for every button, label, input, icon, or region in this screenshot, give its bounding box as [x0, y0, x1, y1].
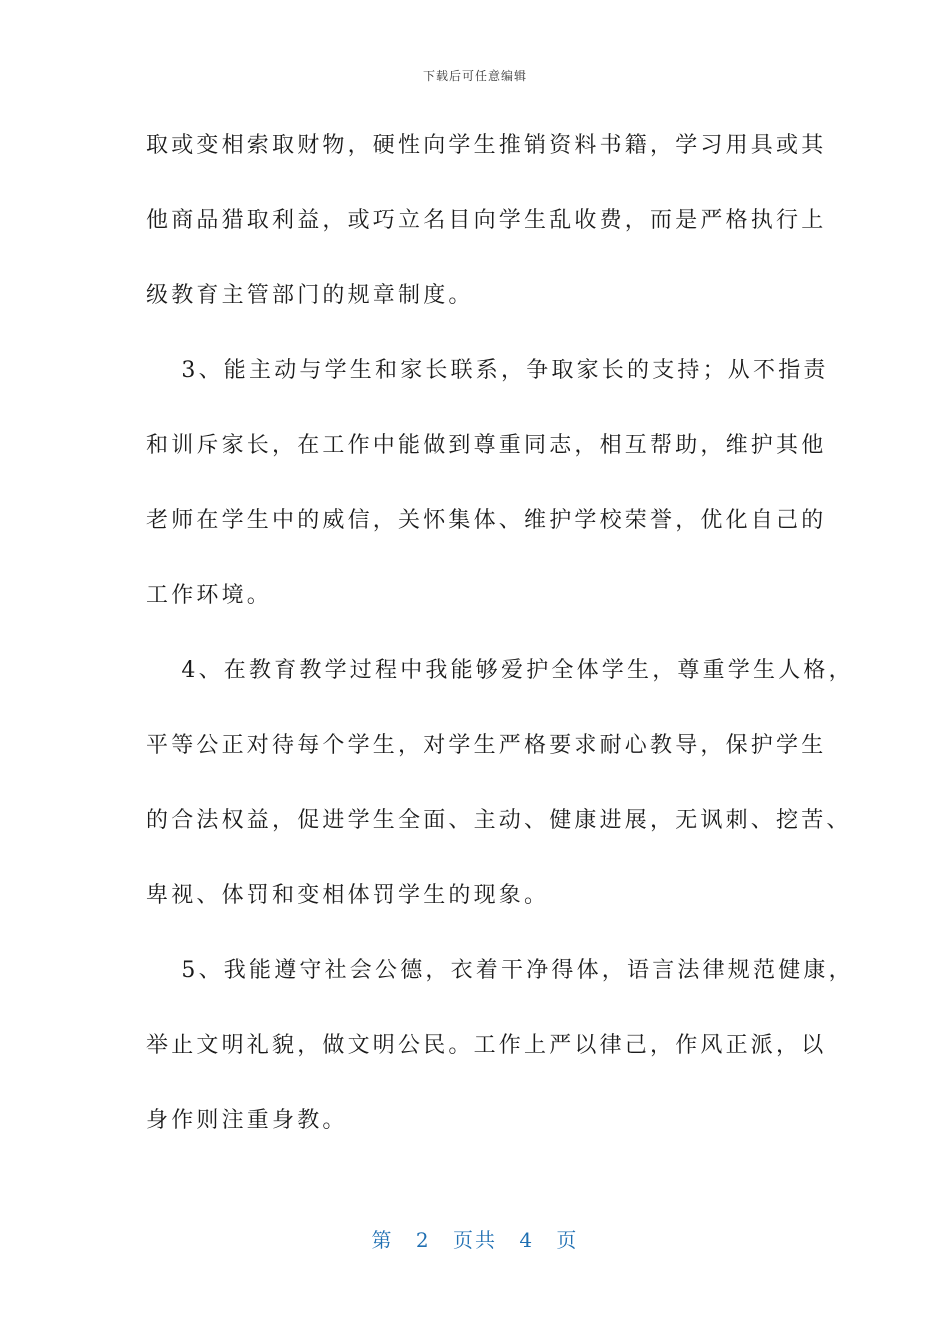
text-line: 的合法权益，促进学生全面、主动、健康进展，无讽刺、挖苦、	[146, 808, 852, 833]
document-body	[146, 120, 854, 1170]
text-line: 4、在教育教学过程中我能够爱护全体学生，尊重学生人格，	[146, 658, 854, 683]
text-line: 老师在学生中的威信，关怀集体、维护学校荣誉，优化自己的	[146, 508, 827, 533]
text-line: 身作则注重身教。	[146, 1108, 348, 1133]
text-line: 3、能主动与学生和家长联系，争取家长的支持；从不指责	[146, 358, 829, 383]
text-line: 平等公正对待每个学生，对学生严格要求耐心教导，保护学生	[146, 733, 827, 758]
text-line: 和训斥家长，在工作中能做到尊重同志，相互帮助，维护其他	[146, 433, 827, 458]
text-line: 级教育主管部门的规章制度。	[146, 283, 474, 308]
text-line: 取或变相索取财物，硬性向学生推销资料书籍，学习用具或其	[146, 133, 827, 158]
page-header: 下载后可任意编辑	[422, 69, 527, 83]
text-line: 5、我能遵守社会公德，衣着干净得体，语言法律规范健康，	[146, 958, 854, 983]
text-line: 工作环境。	[146, 583, 273, 608]
text-line: 卑视、体罚和变相体罚学生的现象。	[146, 883, 550, 908]
text-line: 举止文明礼貌，做文明公民。工作上严以律己，作风正派，以	[146, 1033, 827, 1058]
text-line: 他商品猎取利益，或巧立名目向学生乱收费，而是严格执行上	[146, 208, 827, 233]
page-number-footer: 第 2 页共 4 页	[371, 1228, 579, 1252]
